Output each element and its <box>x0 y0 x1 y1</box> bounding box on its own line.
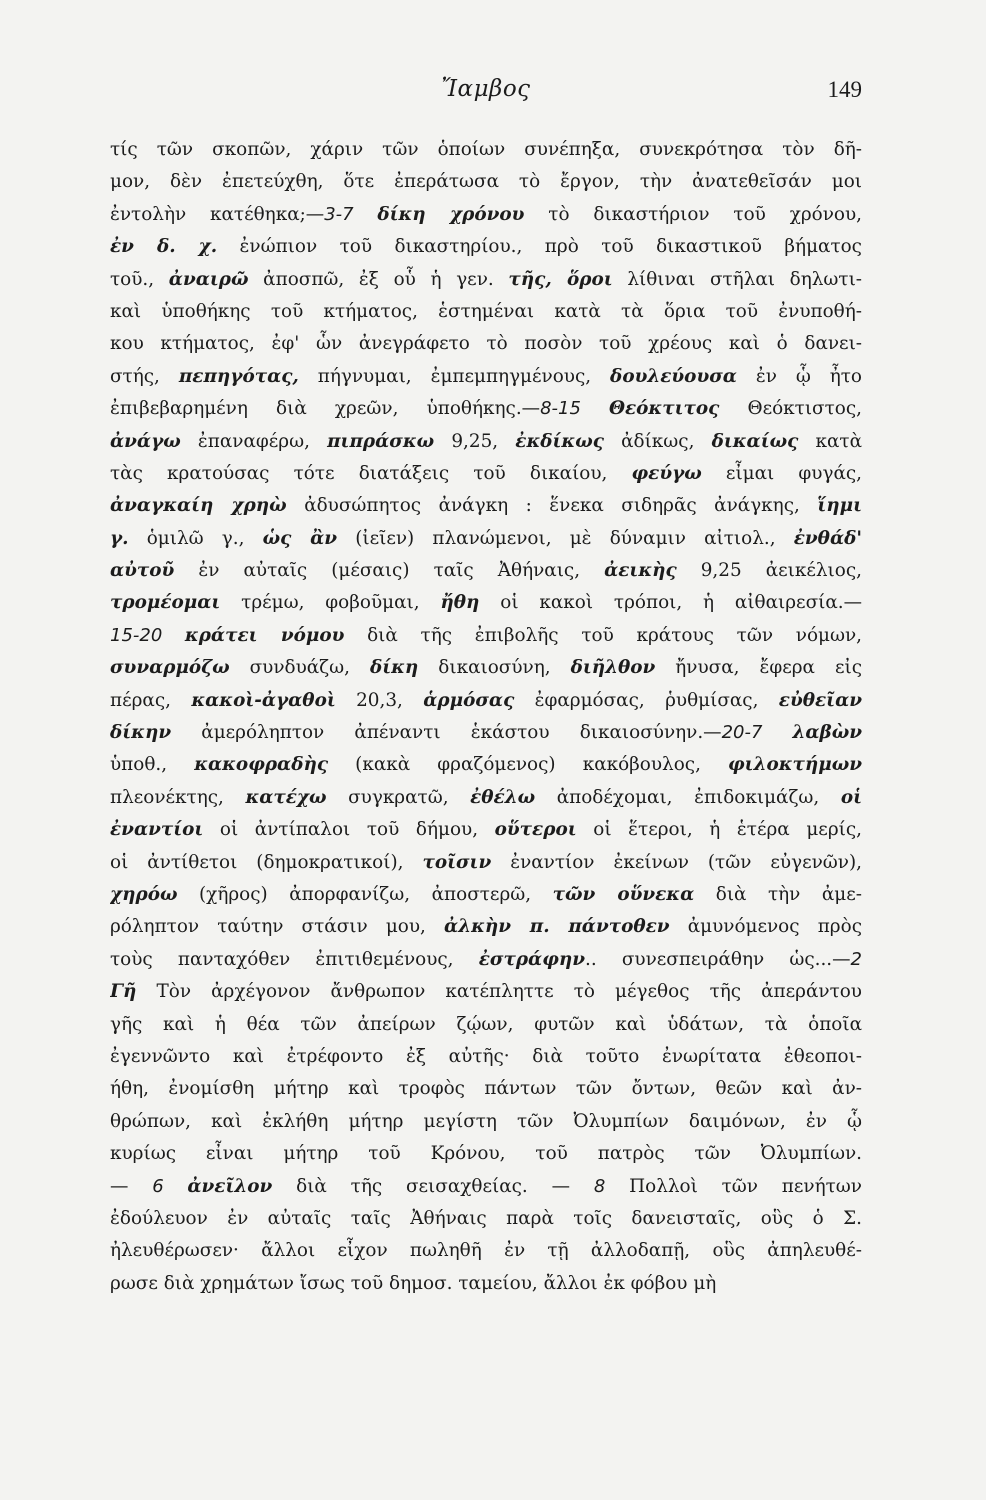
text-line <box>110 264 862 296</box>
lemma: δικαίως <box>711 430 799 452</box>
text-segment: 9,25, <box>434 430 516 452</box>
text-segment: — <box>110 1175 153 1197</box>
lemma: ἀνεῖλον <box>187 1175 273 1197</box>
text-line <box>110 1171 862 1203</box>
text-segment: ήθη, ἐνομίσθη μήτηρ καὶ τροφὸς πάντων τῶν ὄντων, θεῶν καὶ ἀν- <box>110 1078 862 1100</box>
lemma: χηρόω <box>110 883 178 905</box>
text-line <box>110 393 862 425</box>
text-segment: ἀμερόληπτον ἀπέναντι ἑκάστου δικαιοσύνην.— <box>171 722 722 744</box>
lemma: λαβὼν <box>792 722 862 744</box>
text-segment: 9,25 ἀεικέλιος, <box>676 560 862 582</box>
lemma: οὕτεροι <box>494 819 577 841</box>
text-line <box>110 814 862 846</box>
text-segment: τοὺς πανταχόθεν ἐπιτιθεμένους, <box>110 948 479 970</box>
lemma: ἐναντίοι <box>110 819 204 841</box>
text-segment: στής, <box>110 365 179 387</box>
text-line <box>110 717 862 749</box>
lemma: κακοὶ-ἀγαθοὶ <box>191 689 336 711</box>
lemma: φεύγω <box>631 462 702 484</box>
lemma: ἀεικὴς <box>604 560 677 582</box>
lemma: κράτει νόμου <box>184 624 345 646</box>
text-line <box>110 652 862 684</box>
lemma: δίκη χρόνου <box>377 203 525 225</box>
lemma: φιλοκτήμων <box>728 754 862 776</box>
text-segment: ἀποσπῶ, ἐξ οὗ ἡ γεν. <box>248 268 509 290</box>
text-line <box>110 620 862 652</box>
lemma: ἐθέλω <box>470 786 536 808</box>
text-segment: οἱ κακοὶ τρόποι, ἡ αἰθαιρεσία.— <box>479 592 862 614</box>
text-segment: πλεονέκτης, <box>110 786 246 808</box>
text-segment: οἱ ἕτεροι, ἡ ἑτέρα μερίς, <box>576 819 862 841</box>
text-segment: μον, δὲν ἐπετεύχθη, ὅτε ἐπεράτωσα τὸ ἔργον, τὴν ἀνατεθεῖσάν μοι <box>110 171 862 193</box>
text-segment: γῆς καὶ ἡ θέα τῶν ἀπείρων ζῴων, φυτῶν καὶ ὑδάτων, τὰ ὁποῖα <box>110 1013 862 1035</box>
text-segment: δικαιοσύνη, <box>418 657 571 679</box>
lemma: διῆλθον <box>570 657 656 679</box>
verse-reference: 6 <box>152 1175 188 1197</box>
text-segment: ρωσε διὰ χρημάτων ἴσως τοῦ δημοσ. ταμείου, ἄλλοι ἐκ φόβου μὴ <box>110 1272 717 1294</box>
lemma: πιπράσκω <box>327 430 435 452</box>
lemma: εὐθεῖαν <box>778 689 862 711</box>
text-segment: ἐν αὐταῖς (μέσαις) ταῖς Ἀθήναις, <box>174 560 605 582</box>
text-segment: ἠλευθέρωσεν· ἄλλοι εἶχον πωληθῆ ἐν τῇ ἀλλοδαπῇ, οὓς ἀπηλευθέ- <box>110 1240 862 1262</box>
lemma: γ. <box>110 527 129 549</box>
text-segment: τίς τῶν σκοπῶν, χάριν τῶν ὁποίων συνέπηξα, συνεκρότησα τὸν δῆ- <box>110 139 862 160</box>
text-segment: τὰς κρατούσας τότε διατάξεις τοῦ δικαίου, <box>110 462 632 484</box>
text-line <box>110 847 862 879</box>
lemma: κακοφραδὴς <box>194 754 329 776</box>
lemma: τῶν οὕνεκα <box>552 883 695 905</box>
text-segment: Τὸν ἀρχέγονον ἄνθρωπον κατέπληττε τὸ μέγεθος τῆς ἀπεράντου <box>136 981 862 1003</box>
lemma: ἵημι <box>817 495 862 517</box>
text-line <box>110 911 862 943</box>
lemma: κατέχω <box>245 786 327 808</box>
verse-reference: 3-7 <box>324 203 378 225</box>
text-line <box>110 1138 862 1170</box>
text-line <box>110 490 862 522</box>
lemma: ἀναγκαίη χρηὼ <box>110 495 287 517</box>
text-segment: τὸ δικαστήριον τοῦ χρόνου, <box>524 203 862 225</box>
text-line <box>110 1235 862 1267</box>
text-line <box>110 749 862 781</box>
text-segment: κατὰ <box>798 430 862 452</box>
lemma: ἀναιρῶ <box>168 268 249 290</box>
text-segment: καὶ ὑποθήκης τοῦ κτήματος, ἑστημέναι κατὰ τὰ ὅρια τοῦ ἐνυποθή- <box>110 300 862 322</box>
text-segment: ἐγεννῶντο καὶ ἐτρέφοντο ἐξ αὐτῆς· διὰ τοῦτο ἐνωρίτατα ἐθεοποι- <box>110 1045 862 1067</box>
text-line <box>110 944 862 976</box>
text-segment: ὁμιλῶ γ., <box>128 527 263 549</box>
text-segment: πήγνυμαι, ἐμπεμπηγμένους, <box>298 365 611 387</box>
lemma: ἐνθάδ' <box>793 527 862 549</box>
text-line <box>110 555 862 587</box>
text-line <box>110 199 862 231</box>
text-segment: ἀποδέχομαι, ἐπιδοκιμάζω, <box>535 786 841 808</box>
text-segment: ὑποθ., <box>110 754 195 776</box>
lemma: δίκη <box>369 657 419 679</box>
verse-reference: 2 <box>850 948 862 970</box>
text-line <box>110 1268 862 1300</box>
text-segment: ἐδούλευον ἐν αὐταῖς ταῖς Ἀθήναις παρὰ τοῖς δανεισταῖς, οὓς ὁ Σ. <box>110 1207 862 1229</box>
lemma: ἐν δ. χ. <box>110 236 218 258</box>
text-segment: συγκρατῶ, <box>326 786 471 808</box>
lemma: τῆς, ὅροι <box>508 268 613 290</box>
text-line <box>110 458 862 490</box>
text-line <box>110 1106 862 1138</box>
lemma: ἐκδίκως <box>515 430 604 452</box>
text-segment: ἀδυσώπητος ἀνάγκη : ἕνεκα σιδηρᾶς ἀνάγκης, <box>286 495 818 517</box>
text-segment: οἱ ἀντίθετοι (δημοκρατικοί), <box>110 851 423 873</box>
text-line <box>110 134 862 166</box>
text-segment: διὰ τὴν ἀμε- <box>694 883 862 905</box>
text-segment: ἐφαρμόσας, ῥυθμίσας, <box>514 689 779 711</box>
page-header <box>110 76 862 108</box>
text-segment: διὰ τῆς σεισαχθείας. — <box>272 1175 594 1197</box>
text-segment: ἐντολὴν κατέθηκα;— <box>110 203 325 225</box>
commentary-text <box>110 134 862 1300</box>
text-segment: (χῆρος) ἀπορφανίζω, ἀποστερῶ, <box>177 883 553 905</box>
text-segment: κυρίως εἶναι μήτηρ τοῦ Κρόνου, τοῦ πατρὸς τῶν Ὀλυμπίων. <box>110 1143 862 1165</box>
text-segment: .. συνεσπειράθην ὡς...— <box>584 948 851 970</box>
lemma: ἤθη <box>440 592 480 614</box>
text-line <box>110 1009 862 1041</box>
page-number: 149 <box>827 77 862 102</box>
lemma: δίκην <box>110 722 172 744</box>
text-segment: κου κτήματος, ἐφ' ὧν ἀνεγράφετο τὸ ποσὸν τοῦ χρέους καὶ ὁ δανει- <box>110 333 862 355</box>
lemma: οἱ <box>840 786 862 808</box>
text-segment: πέρας, <box>110 689 192 711</box>
text-line <box>110 328 862 360</box>
text-segment: 20,3, <box>335 689 424 711</box>
text-line <box>110 1073 862 1105</box>
verse-reference: 8 <box>593 1175 606 1197</box>
lemma: ἁρμόσας <box>423 689 515 711</box>
text-segment: Θεόκτιστος, <box>719 398 862 420</box>
text-line <box>110 523 862 555</box>
text-line <box>110 1203 862 1235</box>
text-segment: οἱ ἀντίπαλοι τοῦ δήμου, <box>203 819 495 841</box>
lemma: δουλεύουσα <box>610 365 737 387</box>
lemma: συναρμόζω <box>110 657 230 679</box>
lemma: τοῖσιν <box>422 851 492 873</box>
text-segment: ρόληπτον ταύτην στάσιν μου, <box>110 916 445 938</box>
text-line <box>110 976 862 1008</box>
text-segment: ἀδίκως, <box>603 430 712 452</box>
lemma: πεπηγότας, <box>178 365 299 387</box>
text-line <box>110 685 862 717</box>
verse-reference: 20-7 <box>721 722 793 744</box>
lemma: ἀνάγω <box>110 430 181 452</box>
text-segment: Πολλοὶ τῶν πενήτων <box>605 1175 862 1197</box>
text-segment: ἐν ᾧ ἦτο <box>736 365 862 387</box>
text-segment: θρώπων, καὶ ἐκλήθη μήτηρ μεγίστη τῶν Ὀλυμπίων δαιμόνων, ἐν ᾧ <box>110 1110 862 1132</box>
lemma: αὐτοῦ <box>110 560 175 582</box>
text-line <box>110 166 862 198</box>
text-segment: ἐνώπιον τοῦ δικαστηρίου., πρὸ τοῦ δικαστικοῦ βήματος <box>217 236 862 258</box>
running-head: Ἴαμβος <box>441 76 531 102</box>
text-segment: τοῦ., <box>110 268 169 290</box>
text-line <box>110 782 862 814</box>
text-line <box>110 879 862 911</box>
text-line <box>110 296 862 328</box>
lemma: τρομέομαι <box>110 592 221 614</box>
text-segment: λίθιναι στῆλαι δηλωτι- <box>612 268 862 290</box>
text-segment: ἐπιβεβαρημένη διὰ χρεῶν, ὑποθήκης.— <box>110 398 541 420</box>
text-segment: ἐναντίον ἐκείνων (τῶν εὐγενῶν), <box>491 851 862 873</box>
text-segment: διὰ τῆς ἐπιβολῆς τοῦ κράτους τῶν νόμων, <box>344 624 862 646</box>
text-segment: ἀμυνόμενος πρὸς <box>669 916 862 938</box>
text-segment: συνδυάζω, <box>229 657 370 679</box>
lemma: ἐστράφην <box>478 948 585 970</box>
lemma: ὡς ἂν <box>262 527 338 549</box>
lemma: ἀλκὴν π. πάντοθεν <box>444 916 670 938</box>
text-segment: ἤνυσα, ἔφερα εἰς <box>655 657 862 679</box>
lemma: Θεόκτιτος <box>608 398 720 420</box>
text-line <box>110 587 862 619</box>
verse-reference: 8-15 <box>540 398 609 420</box>
text-line <box>110 231 862 263</box>
text-segment: εἶμαι φυγάς, <box>701 462 862 484</box>
text-segment: (ἰεῖεν) πλανώμενοι, μὲ δύναμιν αἰτιολ., <box>337 527 794 549</box>
text-segment: (κακὰ φραζόμενος) κακόβουλος, <box>328 754 729 776</box>
text-line <box>110 426 862 458</box>
text-segment: ἐπαναφέρω, <box>180 430 328 452</box>
lemma: Γῆ <box>110 981 137 1003</box>
text-segment: τρέμω, φοβοῦμαι, <box>220 592 441 614</box>
text-line <box>110 1041 862 1073</box>
verse-reference: 15-20 <box>110 624 185 646</box>
text-line <box>110 361 862 393</box>
